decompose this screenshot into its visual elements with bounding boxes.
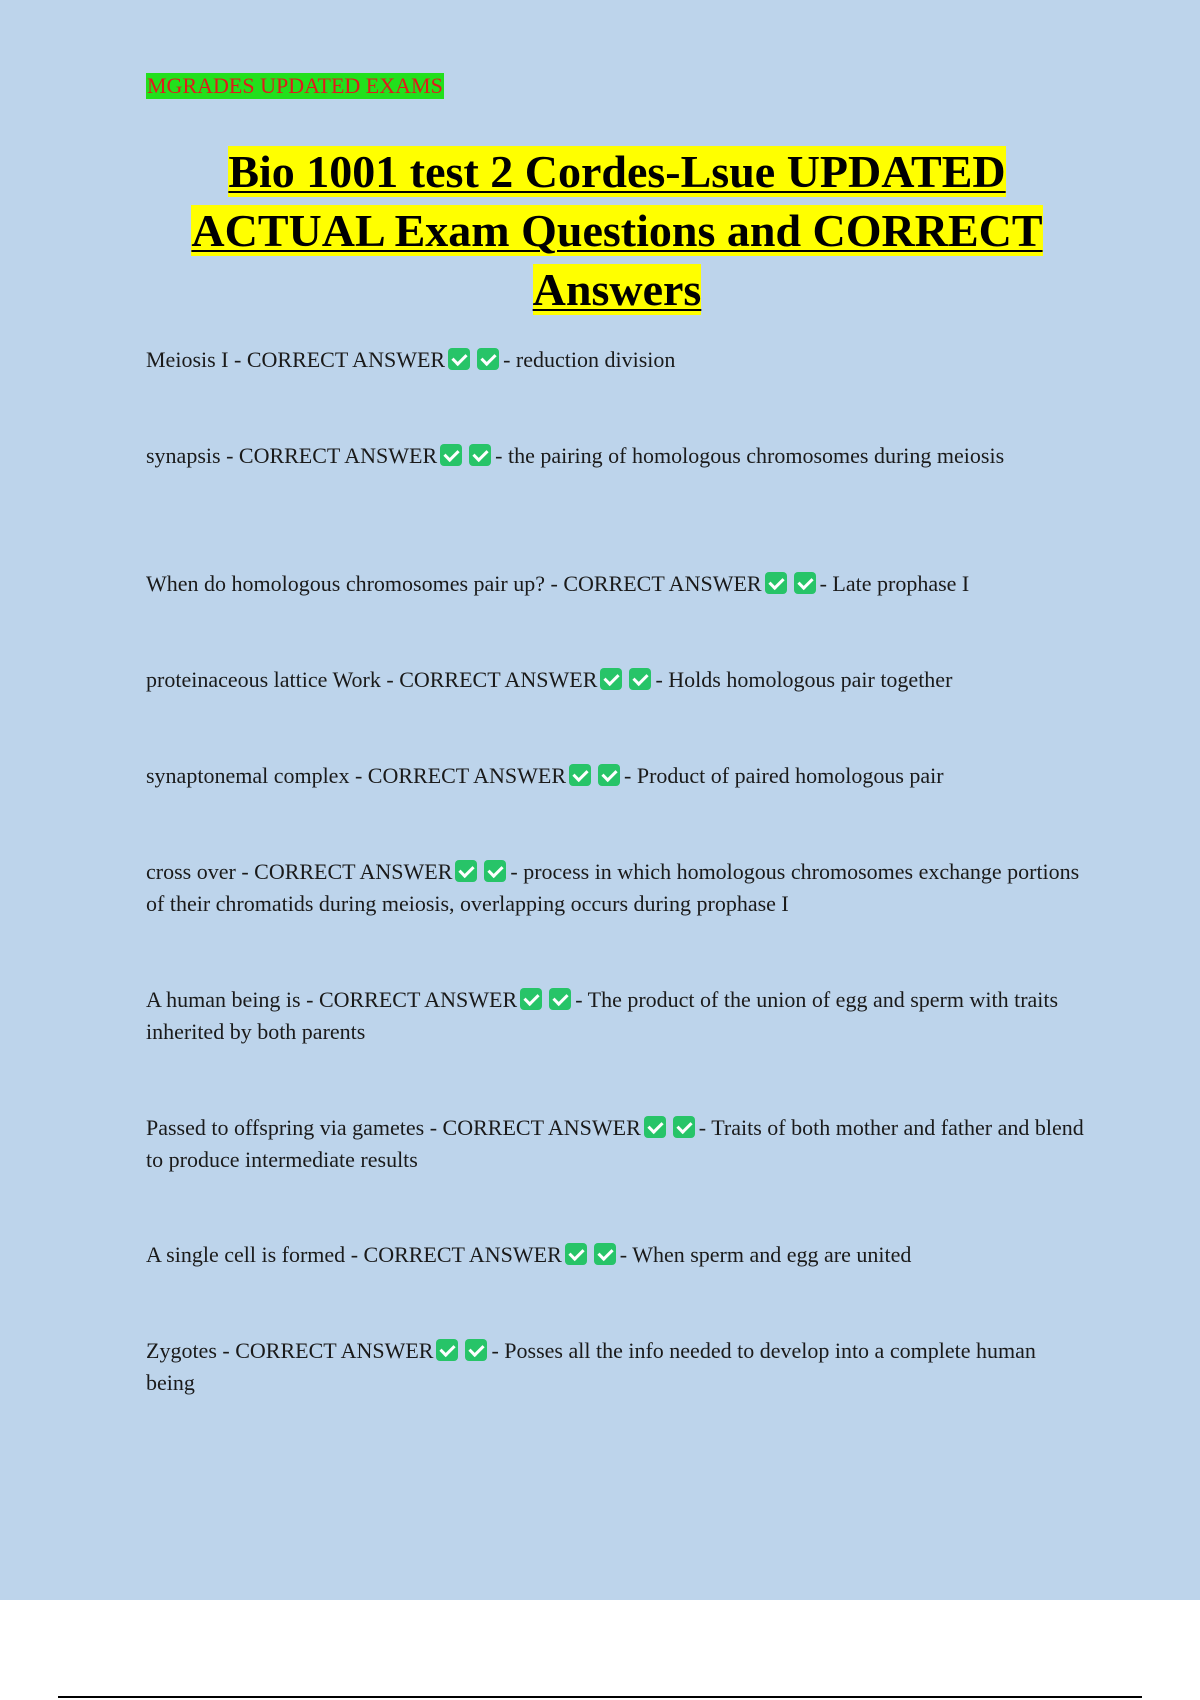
check-box-icon [465, 1339, 487, 1361]
question-term: A single cell is formed [146, 1242, 346, 1267]
check-box-icon [448, 348, 470, 370]
check-box-icon [455, 860, 477, 882]
check-box-icon [673, 1116, 695, 1138]
answer-text: Posses all the info needed to develop into a complete human being [146, 1338, 1036, 1395]
page-title [140, 142, 1094, 319]
footer-divider [58, 1696, 1142, 1698]
answer-text: Holds homologous pair together [668, 667, 953, 692]
check-box-icon [598, 764, 620, 786]
answer-text: The product of the union of egg and sperm with traits inherited by both parents [146, 987, 1059, 1044]
question-term: proteinaceous lattice Work [146, 667, 381, 692]
qa-item: synaptonemal complex - CORRECT ANSWER - Product of paired homologous pair [146, 763, 944, 788]
qa-item: A single cell is formed - CORRECT ANSWER - When sperm and egg are united [146, 1242, 912, 1267]
check-box-icon [794, 572, 816, 594]
question-term: Meiosis I [146, 347, 229, 372]
correct-answer-label: CORRECT ANSWER [318, 987, 518, 1012]
correct-answer-label: CORRECT ANSWER [363, 1242, 562, 1267]
qa-item: proteinaceous lattice Work - CORRECT ANSWER - Holds homologous pair together [146, 667, 953, 692]
question-term: synapsis [146, 443, 221, 468]
watermark-badge: MGRADES UPDATED EXAMS [147, 73, 443, 98]
check-box-icon [629, 668, 651, 690]
correct-answer-label: CORRECT ANSWER [442, 1115, 641, 1140]
check-box-icon [644, 1116, 666, 1138]
correct-answer-label: CORRECT ANSWER [367, 763, 567, 788]
answer-text: process in which homologous chromosomes exchange portions of their chromatids during meiosis, overlapping occurs during prophase I [146, 859, 1080, 916]
correct-answer-label: CORRECT ANSWER [246, 347, 446, 372]
check-box-icon [600, 668, 622, 690]
qa-item: cross over - CORRECT ANSWER - process in which homologous chromosomes exchange portions of their chromatids during meiosis, overlapping occurs during prophase I [146, 859, 1080, 916]
correct-answer-label: CORRECT ANSWER [235, 1338, 434, 1363]
correct-answer-label: CORRECT ANSWER [254, 859, 453, 884]
qa-item: synapsis - CORRECT ANSWER - the pairing of homologous chromosomes during meiosis [146, 443, 1005, 468]
answer-text: Late prophase I [832, 571, 970, 596]
answer-text: reduction division [515, 347, 676, 372]
check-box-icon [569, 764, 591, 786]
question-term: A human being is [146, 987, 301, 1012]
question-term: Zygotes [146, 1338, 217, 1363]
check-box-icon [477, 348, 499, 370]
qa-item: A human being is - CORRECT ANSWER - The product of the union of egg and sperm with traits inherited by both parents [146, 987, 1059, 1044]
correct-answer-label: CORRECT ANSWER [563, 571, 762, 596]
answer-text: the pairing of homologous chromosomes during meiosis [507, 443, 1005, 468]
check-box-icon [440, 444, 462, 466]
question-term: cross over [146, 859, 236, 884]
correct-answer-label: CORRECT ANSWER [399, 667, 598, 692]
check-box-icon [594, 1243, 616, 1265]
qa-item: Meiosis I - CORRECT ANSWER - reduction division [146, 347, 676, 372]
answer-text: Traits of both mother and father and blend to produce intermediate results [146, 1115, 1084, 1172]
answer-text: When sperm and egg are united [632, 1242, 912, 1267]
question-term: synaptonemal complex [146, 763, 350, 788]
check-box-icon [469, 444, 491, 466]
check-box-icon [520, 988, 542, 1010]
qa-item: When do homologous chromosomes pair up? - CORRECT ANSWER - Late prophase I [146, 571, 970, 596]
check-box-icon [549, 988, 571, 1010]
title-text: Bio 1001 test 2 Cordes-Lsue UPDATED ACTUAL Exam Questions and CORRECT Answers [191, 146, 1043, 315]
qa-item: Zygotes - CORRECT ANSWER - Posses all the info needed to develop into a complete human being [146, 1338, 1036, 1395]
check-box-icon [484, 860, 506, 882]
check-box-icon [436, 1339, 458, 1361]
check-box-icon [765, 572, 787, 594]
question-term: Passed to offspring via gametes [146, 1115, 425, 1140]
answer-text: Product of paired homologous pair [636, 763, 944, 788]
qa-item: Passed to offspring via gametes - CORRECT ANSWER - Traits of both mother and father and blend to produce intermediate results [146, 1115, 1084, 1172]
question-term: When do homologous chromosomes pair up? [146, 571, 545, 596]
correct-answer-label: CORRECT ANSWER [238, 443, 438, 468]
check-box-icon [565, 1243, 587, 1265]
